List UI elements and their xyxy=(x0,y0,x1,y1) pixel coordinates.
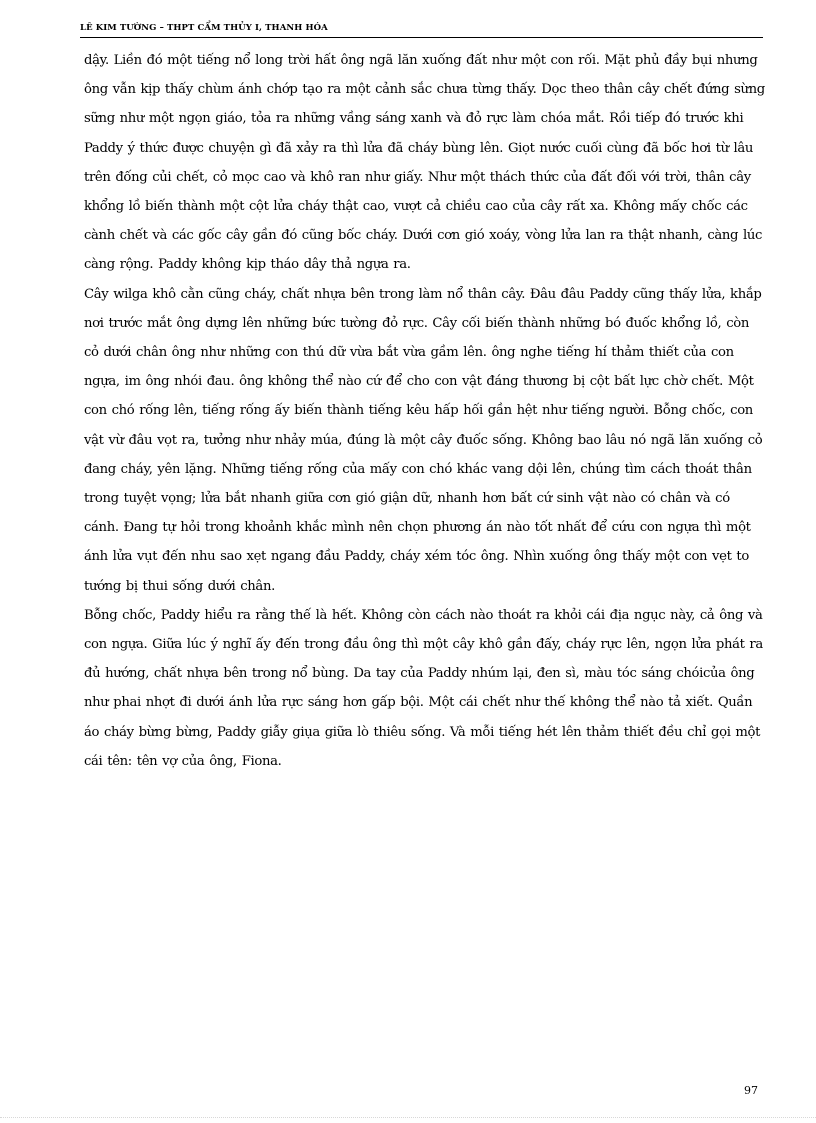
running-header: LÊ KIM TƯỜNG – THPT CẨM THỦY I, THANH HÓA xyxy=(80,23,328,33)
body-text xyxy=(84,46,767,776)
header-divider xyxy=(80,37,763,38)
page-number: 97 xyxy=(744,1084,758,1097)
paragraph-1: dậy. Liền đó một tiếng nổ long trời hất ông ngã lăn xuống đất như một con rối. Mặt phủ đầy bụi nhưng ông vẫn kịp thấy chùm ánh chớp tạo ra một cảnh sắc chưa từng thấy. Dọc theo thân cây chết đứng sừng sững như một ngọn giáo, tỏa ra những vầng sáng xanh và đỏ rực làm chóa mắt. Rồi tiếp đó trước khi Paddy ý thức được chuyện gì đã xảy ra thì lửa đã cháy bùng lên. Giọt nước cuối cùng đã bốc hơi từ lâu trên đống củi chết, cỏ mọc cao và khô ran như giấy. Như một thách thức của đất đối với trời, thân cây khổng lồ biến thành một cột lửa cháy thật cao, vượt cả chiều cao của cây rất xa. Không mấy chốc các cành chết và các gốc cây gần đó cũng bốc cháy. Dưới cơn gió xoáy, vòng lửa lan ra thật nhanh, càng lúc càng rộng. Paddy không kịp tháo dây thả ngựa ra. xyxy=(84,53,765,273)
paragraph-3: Bỗng chốc, Paddy hiểu ra rằng thế là hết. Không còn cách nào thoát ra khỏi cái địa ngục này, cả ông và con ngựa. Giữa lúc ý nghĩ ấy đến trong đầu ông thì một cây khô gần đấy, cháy rực lên, ngọn lửa phát ra đủ hướng, chất nhựa bên trong nổ bùng. Da tay của Paddy nhúm lại, đen sì, màu tóc sáng chóicủa ông như phai nhợt đi dưới ánh lửa rực sáng hơn gấp bội. Một cái chết như thế không thể nào tả xiết. Quần áo cháy bừng bừng, Paddy giẫy giụa giữa lò thiêu sống. Và mỗi tiếng hét lên thảm thiết đều chỉ gọi một cái tên: tên vợ của ông, Fiona. xyxy=(84,607,763,769)
page-bottom-edge xyxy=(0,1117,816,1118)
paragraph-2: Cây wilga khô cằn cũng cháy, chất nhựa bên trong làm nổ thân cây. Đâu đâu Paddy cũng thấy lửa, khắp nơi trước mắt ông dựng lên những bức tường đỏ rực. Cây cối biến thành những bó đuốc khổng lồ, còn cỏ dưới chân ông như những con thú dữ vừa bắt vừa gầm lên. ông nghe tiếng hí thảm thiết của con ngựa, im ông nhói đau. ông không thể nào cứ để cho con vật đáng thương bị cột bất lực chờ chết. Một con chó rống lên, tiếng rống ấy biến thành tiếng kêu hấp hối gần hệt như tiếng người. Bỗng chốc, con vật vừ đâu vọt ra, tưởng như nhảy múa, đúng là một cây đuốc sống. Không bao lâu nó ngã lăn xuống cỏ đang cháy, yên lặng. Những tiếng rống của mấy con chó khác vang dội lên, chúng tìm cách thoát thân trong tuyệt vọng; lửa bắt nhanh giữa cơn gió giận dữ, nhanh hơn bất cứ sinh vật nào có chân và có cánh. Đang tự hỏi trong khoảnh khắc mình nên chọn phương án nào tốt nhất để cứu con ngựa thì một ánh lửa vụt đến nhu sao xẹt ngang đầu Paddy, cháy xém tóc ông. Nhìn xuống ông thấy một con vẹt to tướng bị thui sống dưới chân. xyxy=(84,286,763,594)
